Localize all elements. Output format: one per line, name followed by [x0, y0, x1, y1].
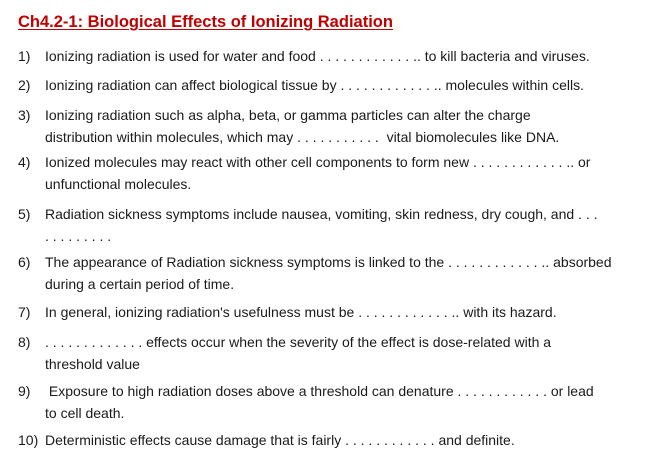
question-text: Deterministic effects cause damage that is fairly . . . . . . . . . . . . and definite.: [45, 432, 515, 448]
question-text: The appearance of Radiation sickness symptoms is linked to the . . . . . . . . . . . . .. absorbed during a certain period of time.: [45, 254, 612, 292]
question-text: Ionizing radiation such as alpha, beta, or gamma particles can alter the charge distribution within molecules, which may . . . . . . . . . . . vital biomolecules like DNA.: [45, 107, 560, 145]
question-text: In general, ionizing radiation's usefulness must be . . . . . . . . . . . . .. with its hazard.: [45, 304, 557, 320]
question-number: 9): [18, 383, 31, 399]
question-number: 10): [18, 432, 39, 448]
question-number: 6): [18, 254, 31, 270]
question-text: Radiation sickness symptoms include nausea, vomiting, skin redness, dry cough, and . . . . . . . . . . . .: [45, 206, 598, 244]
question-number: 2): [18, 77, 31, 93]
question-number: 8): [18, 334, 31, 350]
question-text: Exposure to high radiation doses above a threshold can denature . . . . . . . . . . . . or lead to cell death.: [45, 383, 594, 421]
question-text: Ionizing radiation is used for water and food . . . . . . . . . . . . .. to kill bacteria and viruses.: [45, 48, 590, 64]
question-number: 5): [18, 206, 31, 222]
question-number: 7): [18, 304, 31, 320]
question-text: Ionized molecules may react with other cell components to form new . . . . . . . . . . . . .. or unfunctional molecules.: [45, 154, 591, 192]
question-text: . . . . . . . . . . . . . effects occur when the severity of the effect is dose-related with a threshold value: [45, 334, 552, 372]
question-number: 3): [18, 107, 31, 123]
question-text: Ionizing radiation can affect biological tissue by . . . . . . . . . . . . .. molecules within cells.: [45, 77, 584, 93]
question-number: 4): [18, 154, 31, 170]
worksheet-title: Ch4.2-1: Biological Effects of Ionizing Radiation: [18, 13, 393, 31]
question-number: 1): [18, 48, 31, 64]
